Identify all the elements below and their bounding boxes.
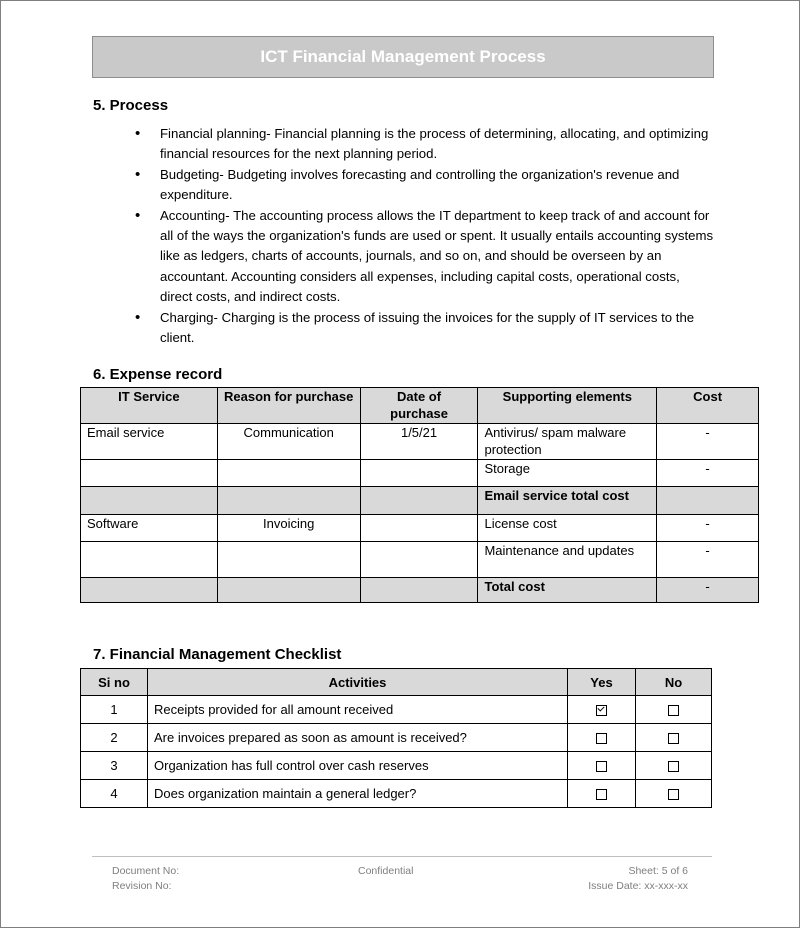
- no-cell: [636, 724, 712, 752]
- table-row: [81, 752, 712, 780]
- yes-cell: [568, 696, 636, 724]
- table-cell: [81, 542, 218, 578]
- table-row: [81, 542, 759, 578]
- yes-cell: [568, 780, 636, 808]
- footer-revision-no: Revision No:: [112, 880, 172, 892]
- expense-table: [80, 387, 759, 603]
- table-row: [81, 487, 759, 515]
- process-list: [135, 124, 715, 348]
- table-header-row: [81, 669, 712, 696]
- column-header: Supporting elements: [478, 388, 657, 424]
- table-cell: License cost: [478, 515, 657, 542]
- document-title: ICT Financial Management Process: [260, 47, 546, 66]
- table-cell: [217, 542, 360, 578]
- column-header: Reason for purchase: [217, 388, 360, 424]
- yes-checkbox[interactable]: [596, 761, 607, 772]
- row-number: 3: [81, 752, 148, 780]
- no-checkbox[interactable]: [668, 789, 679, 800]
- list-item: • Charging- Charging is the process of issuing the invoices for the supply of IT services to the client.: [135, 308, 715, 349]
- checklist-heading: 7. Financial Management Checklist: [93, 646, 342, 663]
- column-header: IT Service: [81, 388, 218, 424]
- row-number: 2: [81, 724, 148, 752]
- row-number: 1: [81, 696, 148, 724]
- no-checkbox[interactable]: [668, 733, 679, 744]
- yes-cell: [568, 752, 636, 780]
- no-cell: [636, 752, 712, 780]
- table-cell: Email service: [81, 424, 218, 460]
- yes-checkbox[interactable]: [596, 733, 607, 744]
- table-cell: Storage: [478, 460, 657, 487]
- no-cell: [636, 696, 712, 724]
- table-row: [81, 578, 759, 603]
- table-cell: [217, 487, 360, 515]
- table-cell: Email service total cost: [478, 487, 657, 515]
- yes-checkbox[interactable]: [596, 705, 607, 716]
- row-number: 4: [81, 780, 148, 808]
- column-header: Cost: [657, 388, 759, 424]
- table-row: [81, 724, 712, 752]
- table-row: [81, 696, 712, 724]
- process-heading: 5. Process: [93, 97, 169, 114]
- activity-text: Receipts provided for all amount received: [148, 696, 568, 724]
- table-cell: 1/5/21: [360, 424, 478, 460]
- footer-sheet: Sheet: 5 of 6: [628, 865, 688, 877]
- column-header: No: [636, 669, 712, 696]
- table-row: [81, 460, 759, 487]
- no-checkbox[interactable]: [668, 705, 679, 716]
- activity-text: Are invoices prepared as soon as amount is received?: [148, 724, 568, 752]
- table-cell: [81, 578, 218, 603]
- no-checkbox[interactable]: [668, 761, 679, 772]
- table-cell: -: [657, 578, 759, 603]
- table-cell: [217, 460, 360, 487]
- activity-text: Does organization maintain a general ledger?: [148, 780, 568, 808]
- table-cell: [360, 515, 478, 542]
- document-title-bar: [92, 36, 714, 78]
- table-cell: -: [657, 424, 759, 460]
- table-row: [81, 515, 759, 542]
- table-cell: Invoicing: [217, 515, 360, 542]
- table-cell: -: [657, 542, 759, 578]
- table-cell: [360, 460, 478, 487]
- table-cell: [360, 578, 478, 603]
- footer-document-no: Document No:: [112, 865, 180, 877]
- table-cell: [360, 487, 478, 515]
- column-header: Si no: [81, 669, 148, 696]
- column-header: Activities: [148, 669, 568, 696]
- footer-divider: [92, 856, 712, 857]
- no-cell: [636, 780, 712, 808]
- table-cell: Software: [81, 515, 218, 542]
- table-cell: -: [657, 515, 759, 542]
- table-cell: [81, 460, 218, 487]
- list-item: • Financial planning- Financial planning is the process of determining, allocating, and optimizing financial resources for the next planning period.: [135, 124, 715, 165]
- yes-cell: [568, 724, 636, 752]
- table-cell: [657, 487, 759, 515]
- column-header: Date of purchase: [360, 388, 478, 424]
- checklist-table: [80, 668, 712, 808]
- table-row: [81, 780, 712, 808]
- list-item: • Budgeting- Budgeting involves forecasting and controlling the organization's revenue and expenditure.: [135, 165, 715, 206]
- yes-checkbox[interactable]: [596, 789, 607, 800]
- table-cell: Total cost: [478, 578, 657, 603]
- table-header-row: [81, 388, 759, 424]
- table-cell: [360, 542, 478, 578]
- table-cell: [217, 578, 360, 603]
- activity-text: Organization has full control over cash reserves: [148, 752, 568, 780]
- table-cell: -: [657, 460, 759, 487]
- list-item: • Accounting- The accounting process allows the IT department to keep track of and account for all of the ways the organization's funds are used or spent. It usually entails accounting systems like as ledgers, charts of accounts, journals, and so on, and should be overseen by an accountant. Accounting considers all expenses, including capital costs, operational costs, direct costs, and indirect costs.: [135, 206, 715, 308]
- table-cell: Maintenance and updates: [478, 542, 657, 578]
- footer-confidential: Confidential: [358, 865, 414, 877]
- expense-heading: 6. Expense record: [93, 366, 223, 383]
- footer-issue-date: Issue Date: xx-xxx-xx: [588, 880, 688, 892]
- table-cell: Antivirus/ spam malware protection: [478, 424, 657, 460]
- table-cell: [81, 487, 218, 515]
- table-row: [81, 424, 759, 460]
- table-cell: Communication: [217, 424, 360, 460]
- column-header: Yes: [568, 669, 636, 696]
